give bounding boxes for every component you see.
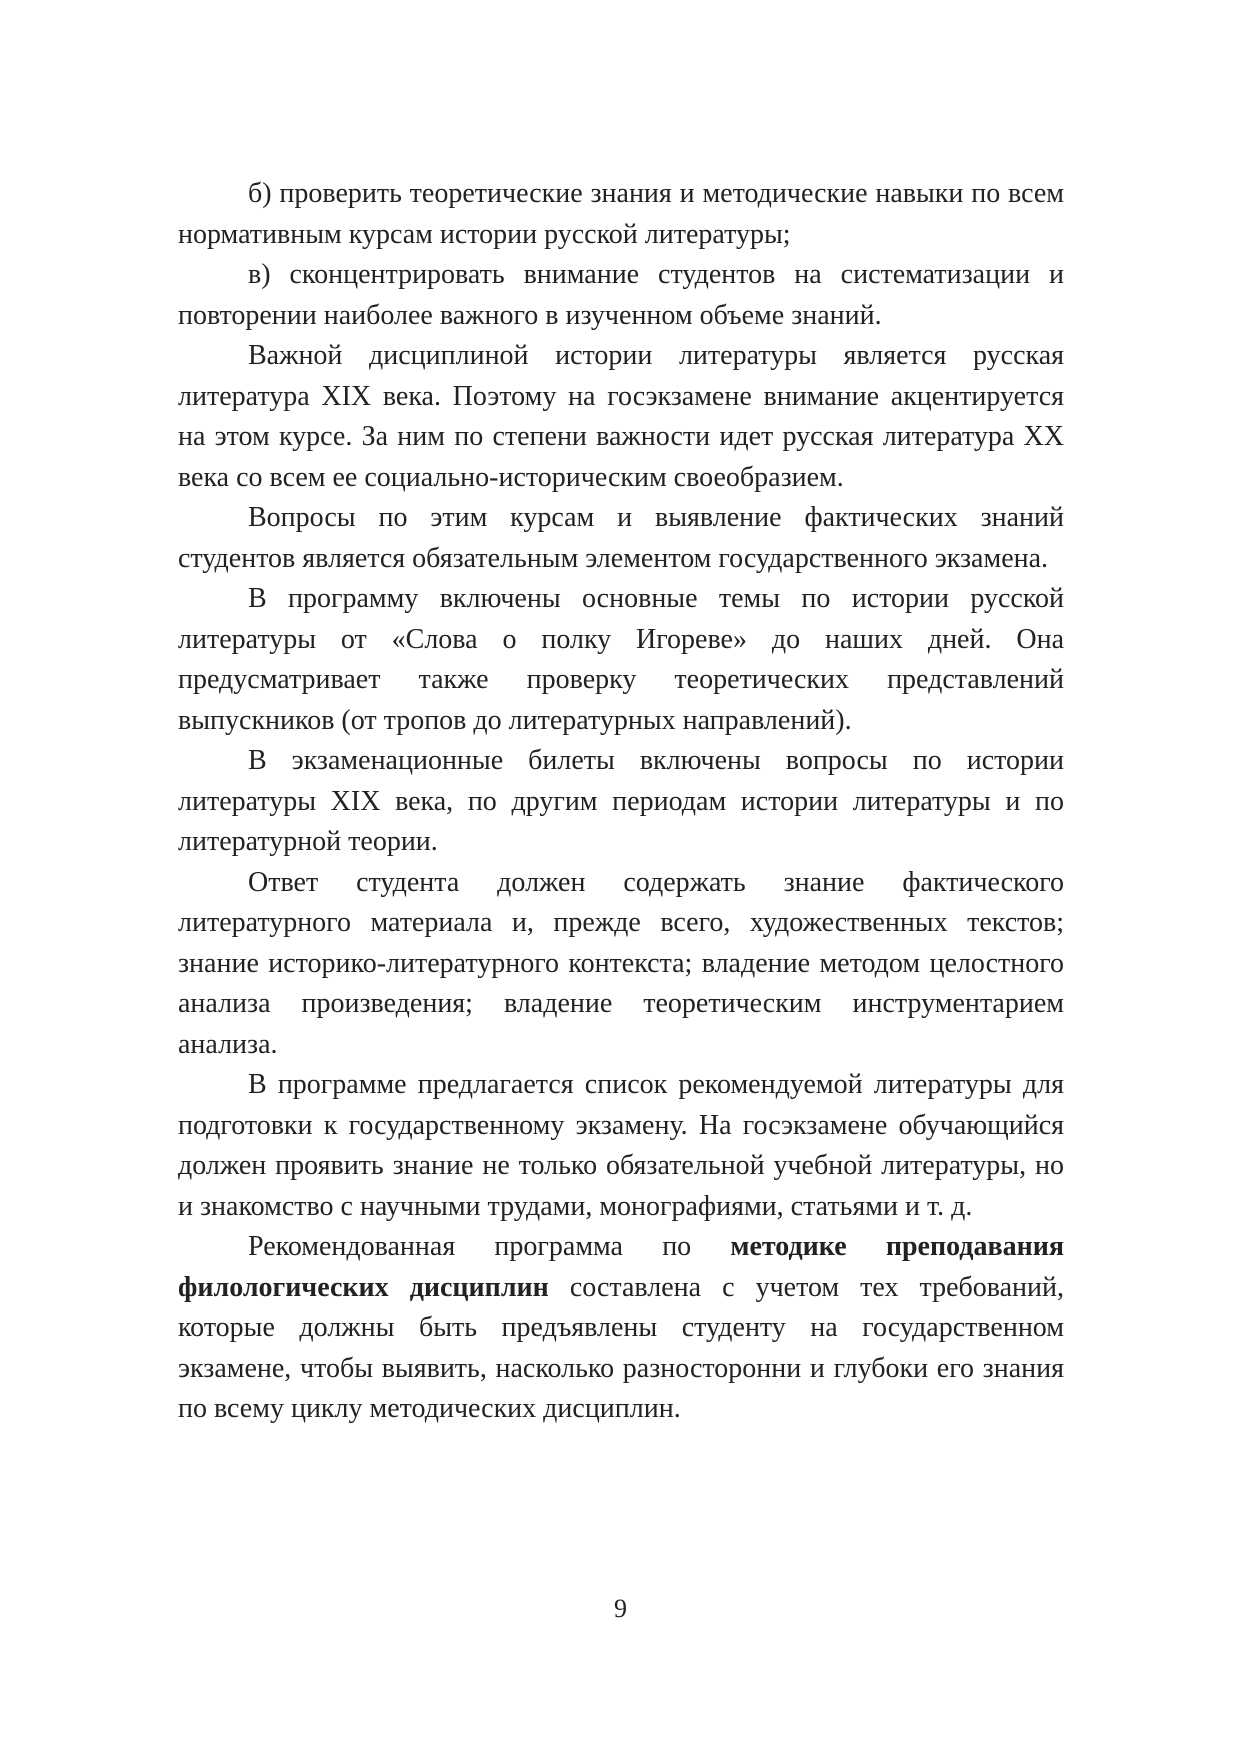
paragraph-recommended-literature: В программе предлагается список рекомендуемой литературы для подготовки к государственному экзамену. На госэкзамене обучающийся должен проявить знание не только обязательной учебной литературы, но и знакомство с научными трудами, монографиями, статьями и т. д. — [178, 1069, 1064, 1222]
methodology-lead-text: Рекомендованная программа по — [248, 1231, 692, 1262]
paragraph-questions: Вопросы по этим курсам и выявление фактических знаний студентов является обязательным элементом государственного экзамена. — [178, 502, 1064, 574]
paragraph-methodology — [178, 1227, 1064, 1430]
paragraph-student-answer: Ответ студента должен содержать знание фактического литературного материала и, прежде всего, художественных текстов; знание историко-литературного контекста; владение методом целостного анализа произведения; владение теоретическим инструментарием анализа. — [178, 866, 1064, 1060]
methodology-rest-text: составлена с учетом тех требований, которые должны быть предъявлены студенту на государственном экзамене, чтобы выявить, насколько разносторонни и глубоки его знания по всему циклу методических дисциплин. — [178, 1271, 1064, 1424]
paragraph-item-b: б) проверить теоретические знания и методические навыки по всем нормативным курсам истории русской литературы; — [178, 178, 1064, 250]
page-number: 9 — [614, 1594, 627, 1623]
body-text — [178, 174, 1064, 1430]
paragraph-exam-tickets: В экзаменационные билеты включены вопросы по истории литературы XIX века, по другим периодам истории литературы и по литературной теории. — [178, 745, 1064, 857]
paragraph-19th-century: Важной дисциплиной истории литературы является русская литература XIX века. Поэтому на госэкзамене внимание акцентируется на этом курсе. За ним по степени важности идет русская литература XX века со всем ее социально-историческим своеобразием. — [178, 340, 1064, 493]
paragraph-item-v: в) сконцентрировать внимание студентов на систематизации и повторении наиболее важного в изученном объеме знаний. — [178, 259, 1064, 331]
paragraph-program-topics: В программу включены основные темы по истории русской литературы от «Слова о полку Игореве» до наших дней. Она предусматривает также проверку теоретических представлений выпускников (от тропов до литературных направлений). — [178, 583, 1064, 736]
methodology-bold-text: методике преподавания филологических дисциплин — [178, 1231, 1065, 1303]
